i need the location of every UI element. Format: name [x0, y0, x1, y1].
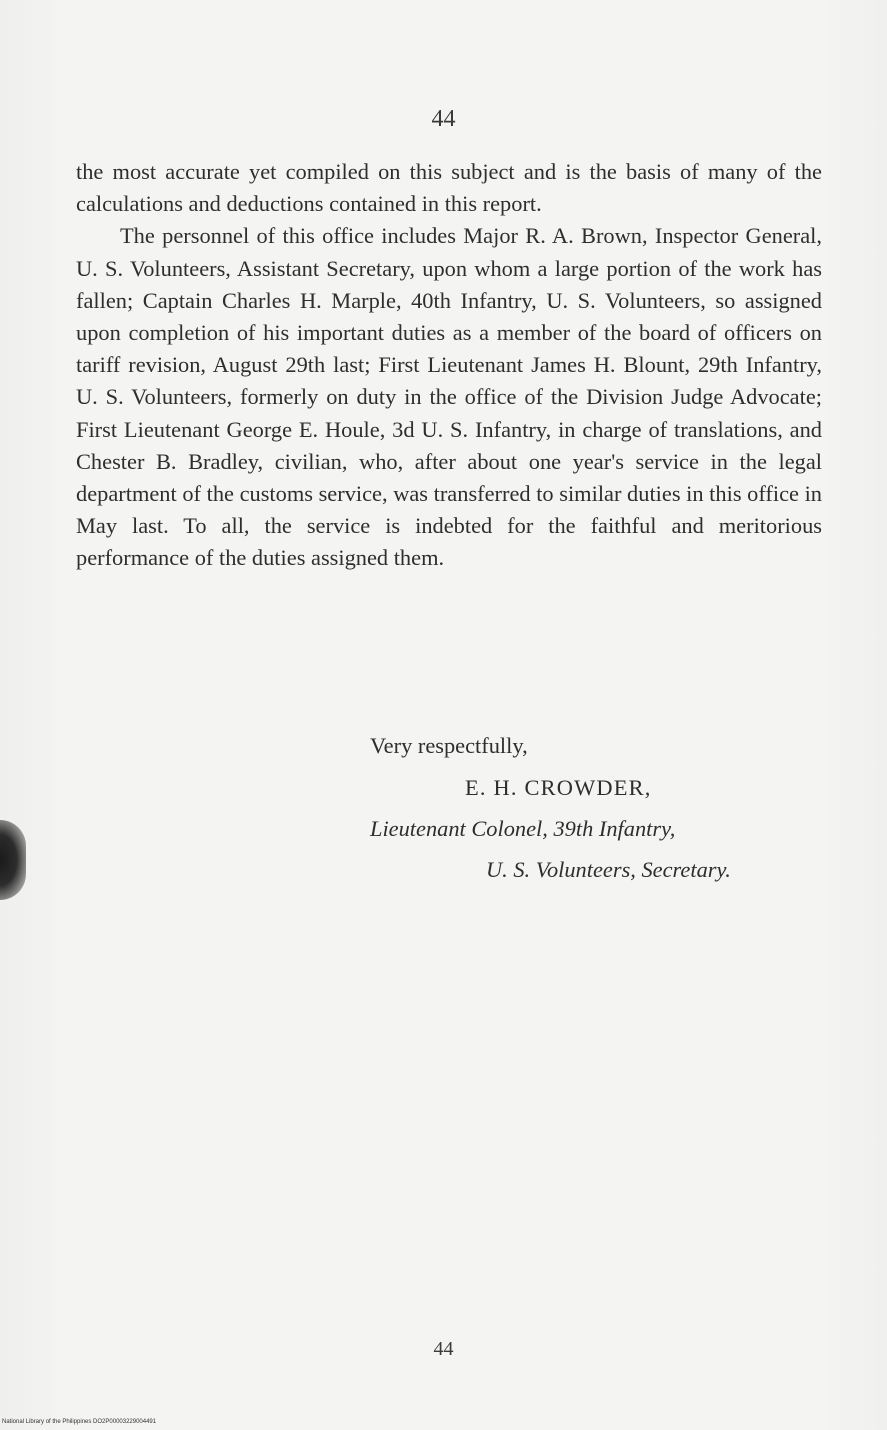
signer-title-line-2: U. S. Volunteers, Secretary. — [486, 857, 731, 882]
paragraph-personnel: The personnel of this office includes Major R. A. Brown, Inspector General, U. S. Volunteers, Assistant Secretary, upon whom a large portion of the work has fallen; Captain Charles H. Marple, 40th Infantry, U. S. Volunteers, so assigned upon completion of his important duties as a member of the board of officers on tariff revision, August 29th last; First Lieutenant James H. Blount, 29th Infantry, U. S. Volunteers, formerly on duty in the office of the Division Judge Advocate; First Lieutenant George E. Houle, 3d U. S. Infantry, in charge of translations, and Chester B. Bradley, civilian, who, after about one year's service in the legal department of the customs service, was transferred to similar duties in this office in May last. To all, the service is indebted for the faithful and meritorious performance of the duties assigned them. — [76, 223, 822, 571]
page-number-bottom: 44 — [433, 1338, 454, 1360]
signer-title-line-1: Lieutenant Colonel, 39th Infantry, — [370, 816, 676, 841]
library-credit: National Library of the Philippines DO2P00003229004491 — [2, 1419, 157, 1425]
paragraph-continuation: the most accurate yet compiled on this subject and is the basis of many of the calculations and deductions contained in this report. — [76, 159, 822, 217]
page-number-top: 44 — [431, 106, 456, 132]
body-text — [76, 156, 822, 575]
signer-name: E. H. CROWDER, — [465, 775, 652, 800]
salutation: Very respectfully, — [370, 733, 528, 758]
scan-edge-shadow — [0, 820, 26, 900]
